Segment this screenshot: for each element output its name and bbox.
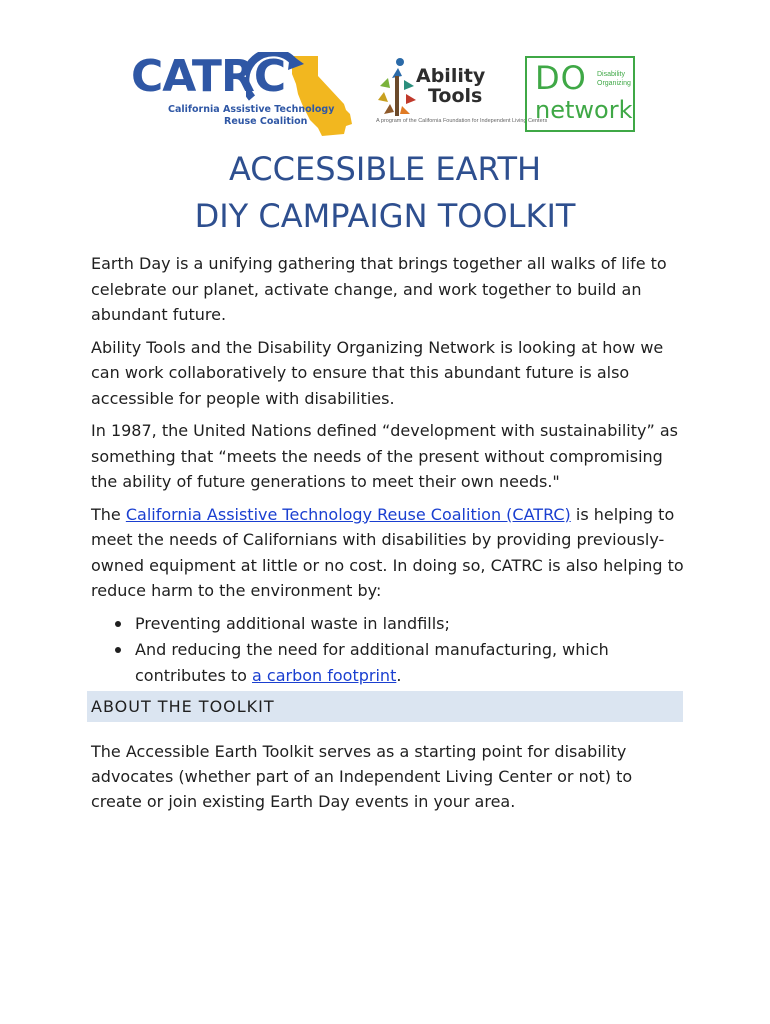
list-item xyxy=(115,637,687,688)
paragraph-catrc xyxy=(91,502,687,604)
title-line-2: DIY CAMPAIGN TOOLKIT xyxy=(194,197,576,235)
bullet-text-1: Preventing additional waste in landfills; xyxy=(135,613,450,633)
ability-tools-word-ability: Ability xyxy=(416,65,486,87)
bullet-icon xyxy=(115,647,121,653)
about-section-heading: ABOUT THE TOOLKIT xyxy=(87,691,683,722)
do-network-word: network xyxy=(535,96,633,124)
paragraph-ability-tools: Ability Tools and the Disability Organizing Network is looking at how we can work collaboratively to ensure that this abundant future is also accessible for people with disabilities. xyxy=(91,337,664,408)
partner-logos xyxy=(128,50,640,140)
about-paragraph: The Accessible Earth Toolkit serves as a starting point for disability advocates (whether part of an Independent Living Center or not) to create or join existing Earth Day events in your area. xyxy=(91,742,633,811)
ability-tools-leaf-icon xyxy=(376,56,418,118)
catrc-logo xyxy=(128,52,360,136)
catrc-link[interactable]: California Assistive Technology Reuse Coalition (CATRC) xyxy=(125,504,571,524)
paragraph-un-definition: In 1987, the United Nations defined “development with sustainability” as something that “meets the needs of the present without compromising the ability of future generations to meet their own needs." xyxy=(91,421,678,491)
bullet-text-2-prefix: And reducing the need for additional manufacturing, which contributes to xyxy=(135,640,609,685)
do-network-small-2: Organizing xyxy=(597,80,631,87)
list-item xyxy=(115,611,687,637)
ability-tools-word-tools: Tools xyxy=(428,85,483,107)
catrc-subtitle-line1: California Assistive Technology xyxy=(168,104,335,115)
paragraph-catrc-prefix: The xyxy=(91,504,126,524)
benefits-list xyxy=(91,611,687,689)
ability-tools-logo xyxy=(376,56,548,134)
bullet-icon xyxy=(115,621,121,627)
do-network-do: DO xyxy=(535,59,587,97)
paragraph-earth-day: Earth Day is a unifying gathering that brings together all walks of life to celebrate our planet, activate change, and work together to build an abundant future. xyxy=(91,254,667,324)
do-network-small-1: Disability xyxy=(597,71,626,78)
body-content xyxy=(91,251,687,689)
title-line-1: ACCESSIBLE EARTH xyxy=(228,150,542,188)
do-network-logo xyxy=(525,56,635,132)
carbon-footprint-link[interactable]: a carbon footprint xyxy=(252,665,397,685)
bullet-text-2-suffix: . xyxy=(396,665,402,685)
catrc-subtitle-line2: Reuse Coalition xyxy=(224,116,308,127)
ability-tools-tagline: A program of the California Foundation for Independent Living Centers xyxy=(376,118,548,124)
paragraph-catrc-suffix: is helping to meet the needs of Californians with disabilities by providing previously-owned equipment at little or no cost. In doing so, CATRC is also helping to reduce harm to the environment by: xyxy=(91,504,684,600)
catrc-wordmark: CATRC xyxy=(131,51,286,102)
